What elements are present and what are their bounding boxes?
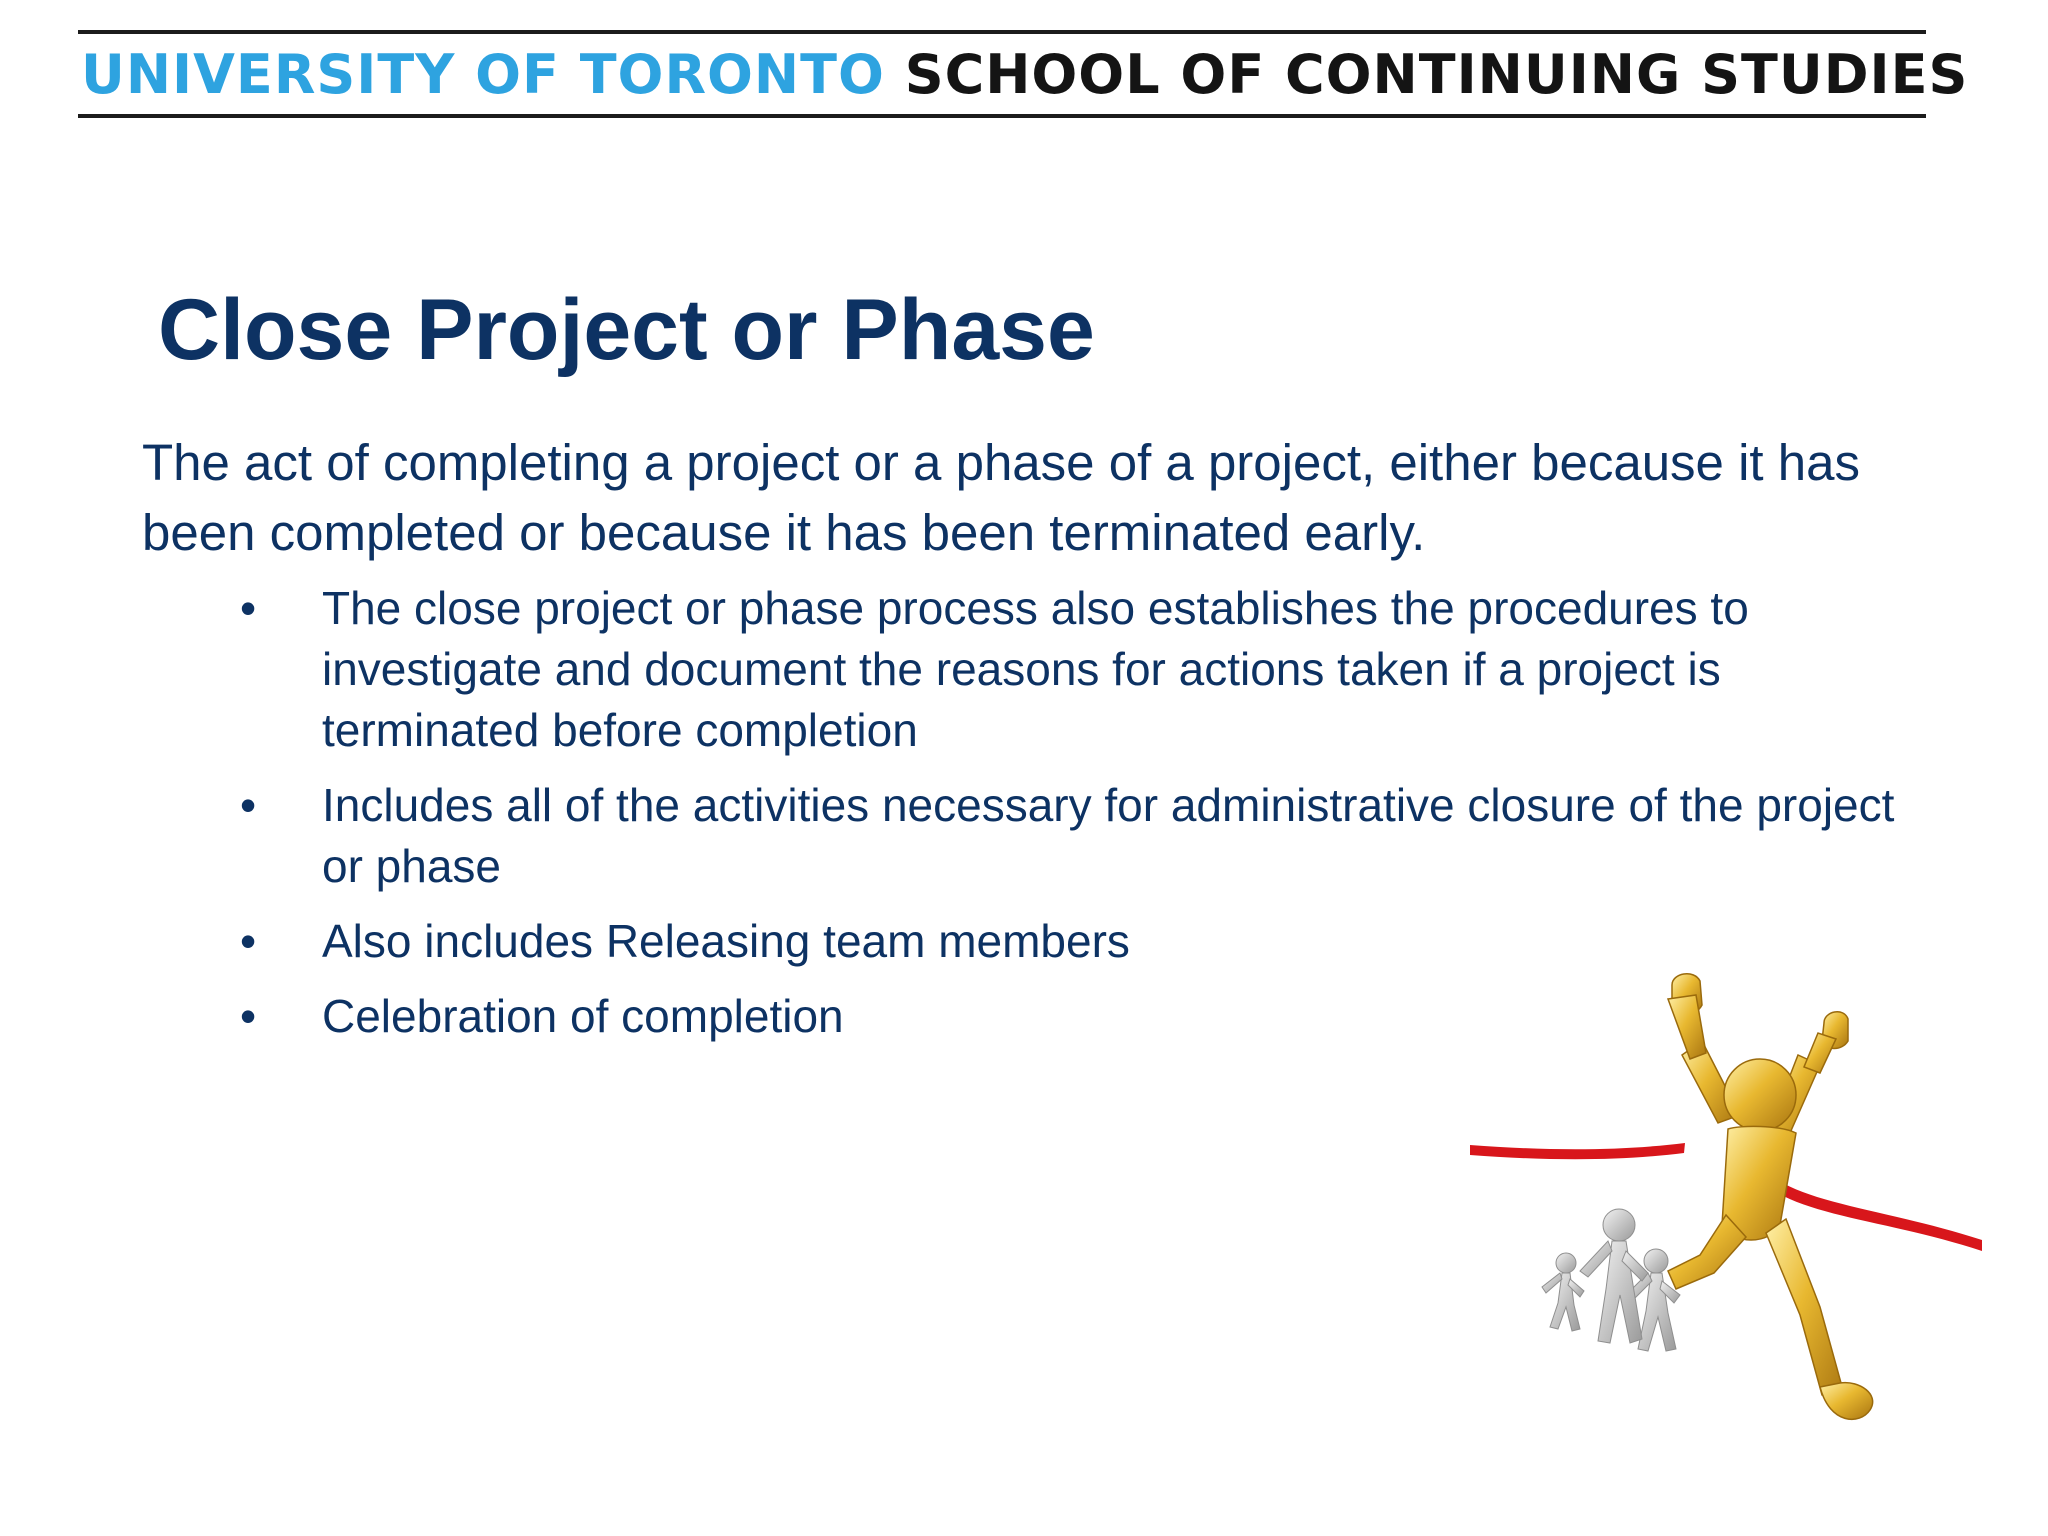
slide-title: Close Project or Phase — [158, 282, 1095, 378]
bullet-text: Includes all of the activities necessary for administrative closure of the project or phase — [322, 779, 1895, 892]
finish-line-runner-illustration — [1470, 955, 1990, 1475]
slide-intro-paragraph: The act of completing a project or a phase of a project, either because it has been completed or because it has been terminated early. — [142, 434, 1860, 561]
bullet-icon: • — [240, 779, 257, 831]
university-name: UNIVERSITY OF TORONTO — [81, 43, 885, 106]
bullet-item — [240, 775, 1920, 897]
bullet-text: Celebration of completion — [322, 990, 844, 1042]
bullet-icon: • — [240, 582, 257, 634]
winning-runner — [1668, 974, 1873, 1420]
follower-runners — [1542, 1209, 1680, 1351]
bullet-icon: • — [240, 990, 257, 1042]
header-banner — [78, 30, 1969, 118]
institution-logo-text — [81, 40, 1968, 110]
bullet-text: The close project or phase process also establishes the procedures to investigate and document the reasons for actions taken if a project is terminated before completion — [322, 582, 1749, 756]
bullet-icon: • — [240, 915, 257, 967]
bullet-text: Also includes Releasing team members — [322, 915, 1130, 967]
school-name: SCHOOL OF CONTINUING STUDIES — [904, 43, 1969, 106]
bullet-item — [240, 578, 1920, 761]
